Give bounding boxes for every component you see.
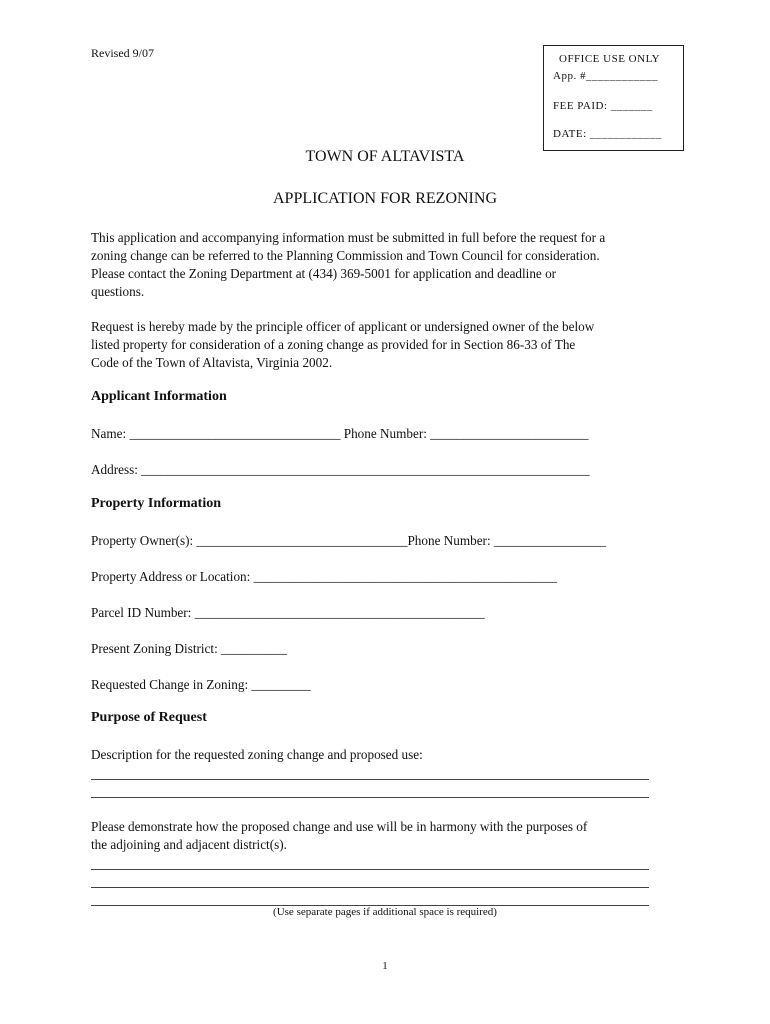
requested-zoning-field[interactable]: Requested Change in Zoning: _________ xyxy=(91,677,311,692)
harmony-line: the adjoining and adjacent district(s). xyxy=(91,837,287,852)
intro-line: zoning change can be referred to the Planning Commission and Town Council for consideration. xyxy=(91,248,600,263)
applicant-name-phone-field[interactable]: Name: ________________________________ Phone Number: ________________________ xyxy=(91,426,589,441)
harmony-question xyxy=(91,818,691,854)
application-title: APPLICATION FOR REZONING xyxy=(272,190,497,207)
request-line: Code of the Town of Altavista, Virginia 2002. xyxy=(91,355,333,370)
property-address-field[interactable]: Property Address or Location: ______________________________________________ xyxy=(91,569,557,584)
request-paragraph xyxy=(91,318,691,372)
office-use-box xyxy=(543,45,684,151)
parcel-id-field[interactable]: Parcel ID Number: ____________________________________________ xyxy=(91,605,485,620)
property-owner-phone-field[interactable]: Property Owner(s): ________________________________Phone Number: _________________ xyxy=(91,533,607,548)
request-line: listed property for consideration of a zoning change as provided for in Section 86-33 of The xyxy=(91,337,576,352)
present-zoning-field[interactable]: Present Zoning District: __________ xyxy=(91,641,287,656)
additional-space-note: (Use separate pages if additional space is required) xyxy=(273,906,497,918)
intro-paragraph xyxy=(91,229,691,301)
intro-line: Please contact the Zoning Department at (434) 369-5001 for application and deadline or xyxy=(91,266,557,281)
town-title: TOWN OF ALTAVISTA xyxy=(305,148,465,165)
description-label: Description for the requested zoning change and proposed use: xyxy=(91,747,423,762)
office-use-title: OFFICE USE ONLY xyxy=(559,53,661,65)
page-number: 1 xyxy=(382,960,388,972)
description-answer-line[interactable] xyxy=(91,779,649,780)
revision-date: Revised 9/07 xyxy=(91,46,154,60)
harmony-answer-line[interactable] xyxy=(91,887,649,888)
applicant-info-heading: Applicant Information xyxy=(91,389,227,404)
description-answer-line[interactable] xyxy=(91,797,649,798)
intro-line: questions. xyxy=(91,284,145,299)
purpose-heading: Purpose of Request xyxy=(91,710,207,725)
harmony-line: Please demonstrate how the proposed change and use will be in harmony with the purposes of xyxy=(91,819,588,834)
office-date-field: DATE: ____________ xyxy=(553,128,662,140)
intro-line: This application and accompanying information must be submitted in full before the request for a xyxy=(91,230,606,245)
harmony-answer-line[interactable] xyxy=(91,869,649,870)
office-fee-paid-field: FEE PAID: _______ xyxy=(553,100,653,112)
applicant-address-field[interactable]: Address: ____________________________________________________________________ xyxy=(91,462,590,477)
office-app-number-field: App. #____________ xyxy=(553,70,658,82)
request-line: Request is hereby made by the principle officer of applicant or undersigned owner of the below xyxy=(91,319,595,334)
property-info-heading: Property Information xyxy=(91,496,221,511)
